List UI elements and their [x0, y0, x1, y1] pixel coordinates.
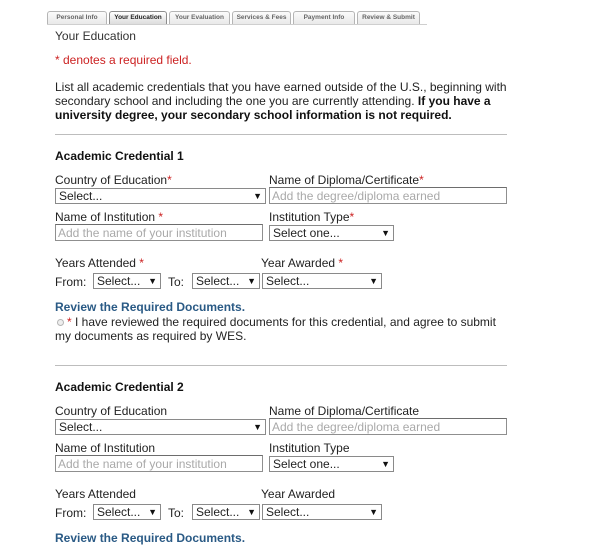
- credential-2-type-label: Institution Type: [269, 441, 350, 455]
- select-value: Select...: [97, 505, 141, 519]
- select-value: Select...: [196, 274, 240, 288]
- select-value: Select...: [196, 505, 240, 519]
- credential-1-award-label: [261, 256, 343, 270]
- dropdown-arrow-icon: ▼: [381, 228, 390, 238]
- award-label-text: Year Awarded: [261, 256, 339, 270]
- credential-1-from-label: From:: [55, 275, 87, 289]
- credential-1-title: Academic Credential 1: [55, 149, 184, 163]
- country-label-text: Country of Education: [55, 173, 168, 187]
- tab-your-education[interactable]: Your Education: [109, 11, 167, 24]
- credential-2-country-label: Country of Education: [55, 404, 168, 418]
- credential-1-country-label: [55, 173, 172, 187]
- credential-2-from-label: From:: [55, 506, 87, 520]
- select-value: Select...: [266, 274, 310, 288]
- select-value: Select...: [266, 505, 310, 519]
- credential-1-year-awarded-select[interactable]: [262, 273, 382, 289]
- years-label-text: Years Attended: [55, 256, 140, 270]
- select-value: Select one...: [273, 457, 340, 471]
- select-value: Select...: [97, 274, 141, 288]
- credential-1-years-label: [55, 256, 144, 270]
- dropdown-arrow-icon: ▼: [253, 191, 262, 201]
- credential-2-award-label: Year Awarded: [261, 487, 336, 501]
- dropdown-arrow-icon: ▼: [247, 507, 256, 517]
- intro-paragraph: [55, 80, 515, 122]
- required-mark: *: [419, 173, 424, 187]
- select-value: Select one...: [273, 226, 340, 240]
- page-title: Your Education: [55, 29, 136, 43]
- credential-2-country-select[interactable]: [55, 419, 266, 435]
- credential-1-to-select[interactable]: [192, 273, 260, 289]
- credential-2-to-label: To:: [168, 506, 185, 520]
- required-field-note: * denotes a required field.: [55, 53, 192, 67]
- type-label-text: Institution Type: [269, 210, 350, 224]
- dropdown-arrow-icon: ▼: [148, 507, 157, 517]
- diploma-label-text: Name of Diploma/Certificate: [269, 173, 420, 187]
- required-mark: *: [67, 315, 76, 329]
- tab-review-submit[interactable]: Review & Submit: [357, 11, 420, 24]
- dropdown-arrow-icon: ▼: [369, 276, 378, 286]
- required-mark: *: [139, 256, 144, 270]
- dropdown-arrow-icon: ▼: [148, 276, 157, 286]
- credential-2-years-label: Years Attended: [55, 487, 136, 501]
- institution-label-text: Name of Institution: [55, 210, 159, 224]
- dropdown-arrow-icon: ▼: [253, 422, 262, 432]
- tab-personal-info[interactable]: Personal Info: [47, 11, 107, 24]
- credential-1-diploma-input[interactable]: [269, 187, 507, 204]
- credential-1-from-select[interactable]: [93, 273, 161, 289]
- credential-2-diploma-input[interactable]: [269, 418, 507, 435]
- credential-1-diploma-label: [269, 173, 424, 187]
- credential-1-review-documents-link[interactable]: Review the Required Documents.: [55, 300, 246, 314]
- credential-2-diploma-label: Name of Diploma/Certificate: [269, 404, 420, 418]
- section-divider: [55, 365, 507, 366]
- tab-services-fees[interactable]: Services & Fees: [232, 11, 291, 24]
- credential-2-year-awarded-select[interactable]: [262, 504, 382, 520]
- credential-1-agree-text: [55, 315, 515, 343]
- credential-2-from-select[interactable]: [93, 504, 161, 520]
- tab-payment-info[interactable]: Payment Info: [293, 11, 355, 24]
- credential-2-institution-type-select[interactable]: [269, 456, 394, 472]
- required-mark: *: [167, 173, 172, 187]
- credential-1-to-label: To:: [168, 275, 185, 289]
- agree-statement: I have reviewed the required documents for this credential, and agree to submit my documents as required by WES.: [55, 315, 496, 343]
- credential-1-institution-type-select[interactable]: [269, 225, 394, 241]
- credential-2-institution-label: Name of Institution: [55, 441, 156, 455]
- select-value: Select...: [59, 189, 103, 203]
- credential-1-institution-label: [55, 210, 163, 224]
- credential-1-institution-input[interactable]: [55, 224, 263, 241]
- select-value: Select...: [59, 420, 103, 434]
- tab-your-evaluation[interactable]: Your Evaluation: [169, 11, 230, 24]
- credential-1-country-select[interactable]: [55, 188, 266, 204]
- credential-1-type-label: [269, 210, 354, 224]
- dropdown-arrow-icon: ▼: [369, 507, 378, 517]
- credential-2-title: Academic Credential 2: [55, 380, 184, 394]
- intro-text: List all academic credentials that you have earned outside of the U.S., beginning with secondary school and including the one you are currently attending.: [55, 80, 507, 108]
- credential-2-institution-input[interactable]: [55, 455, 263, 472]
- wizard-tabs: [47, 11, 420, 25]
- dropdown-arrow-icon: ▼: [247, 276, 256, 286]
- required-mark: *: [349, 210, 355, 224]
- required-mark: *: [338, 256, 344, 270]
- intro-bold-text: If you have a university degree, your secondary school information is not required.: [55, 94, 491, 122]
- section-divider: [55, 134, 507, 135]
- dropdown-arrow-icon: ▼: [381, 459, 390, 469]
- credential-2-review-documents-link[interactable]: Review the Required Documents.: [55, 531, 246, 545]
- required-mark: *: [158, 210, 164, 224]
- credential-2-to-select[interactable]: [192, 504, 260, 520]
- tab-divider: [47, 24, 427, 25]
